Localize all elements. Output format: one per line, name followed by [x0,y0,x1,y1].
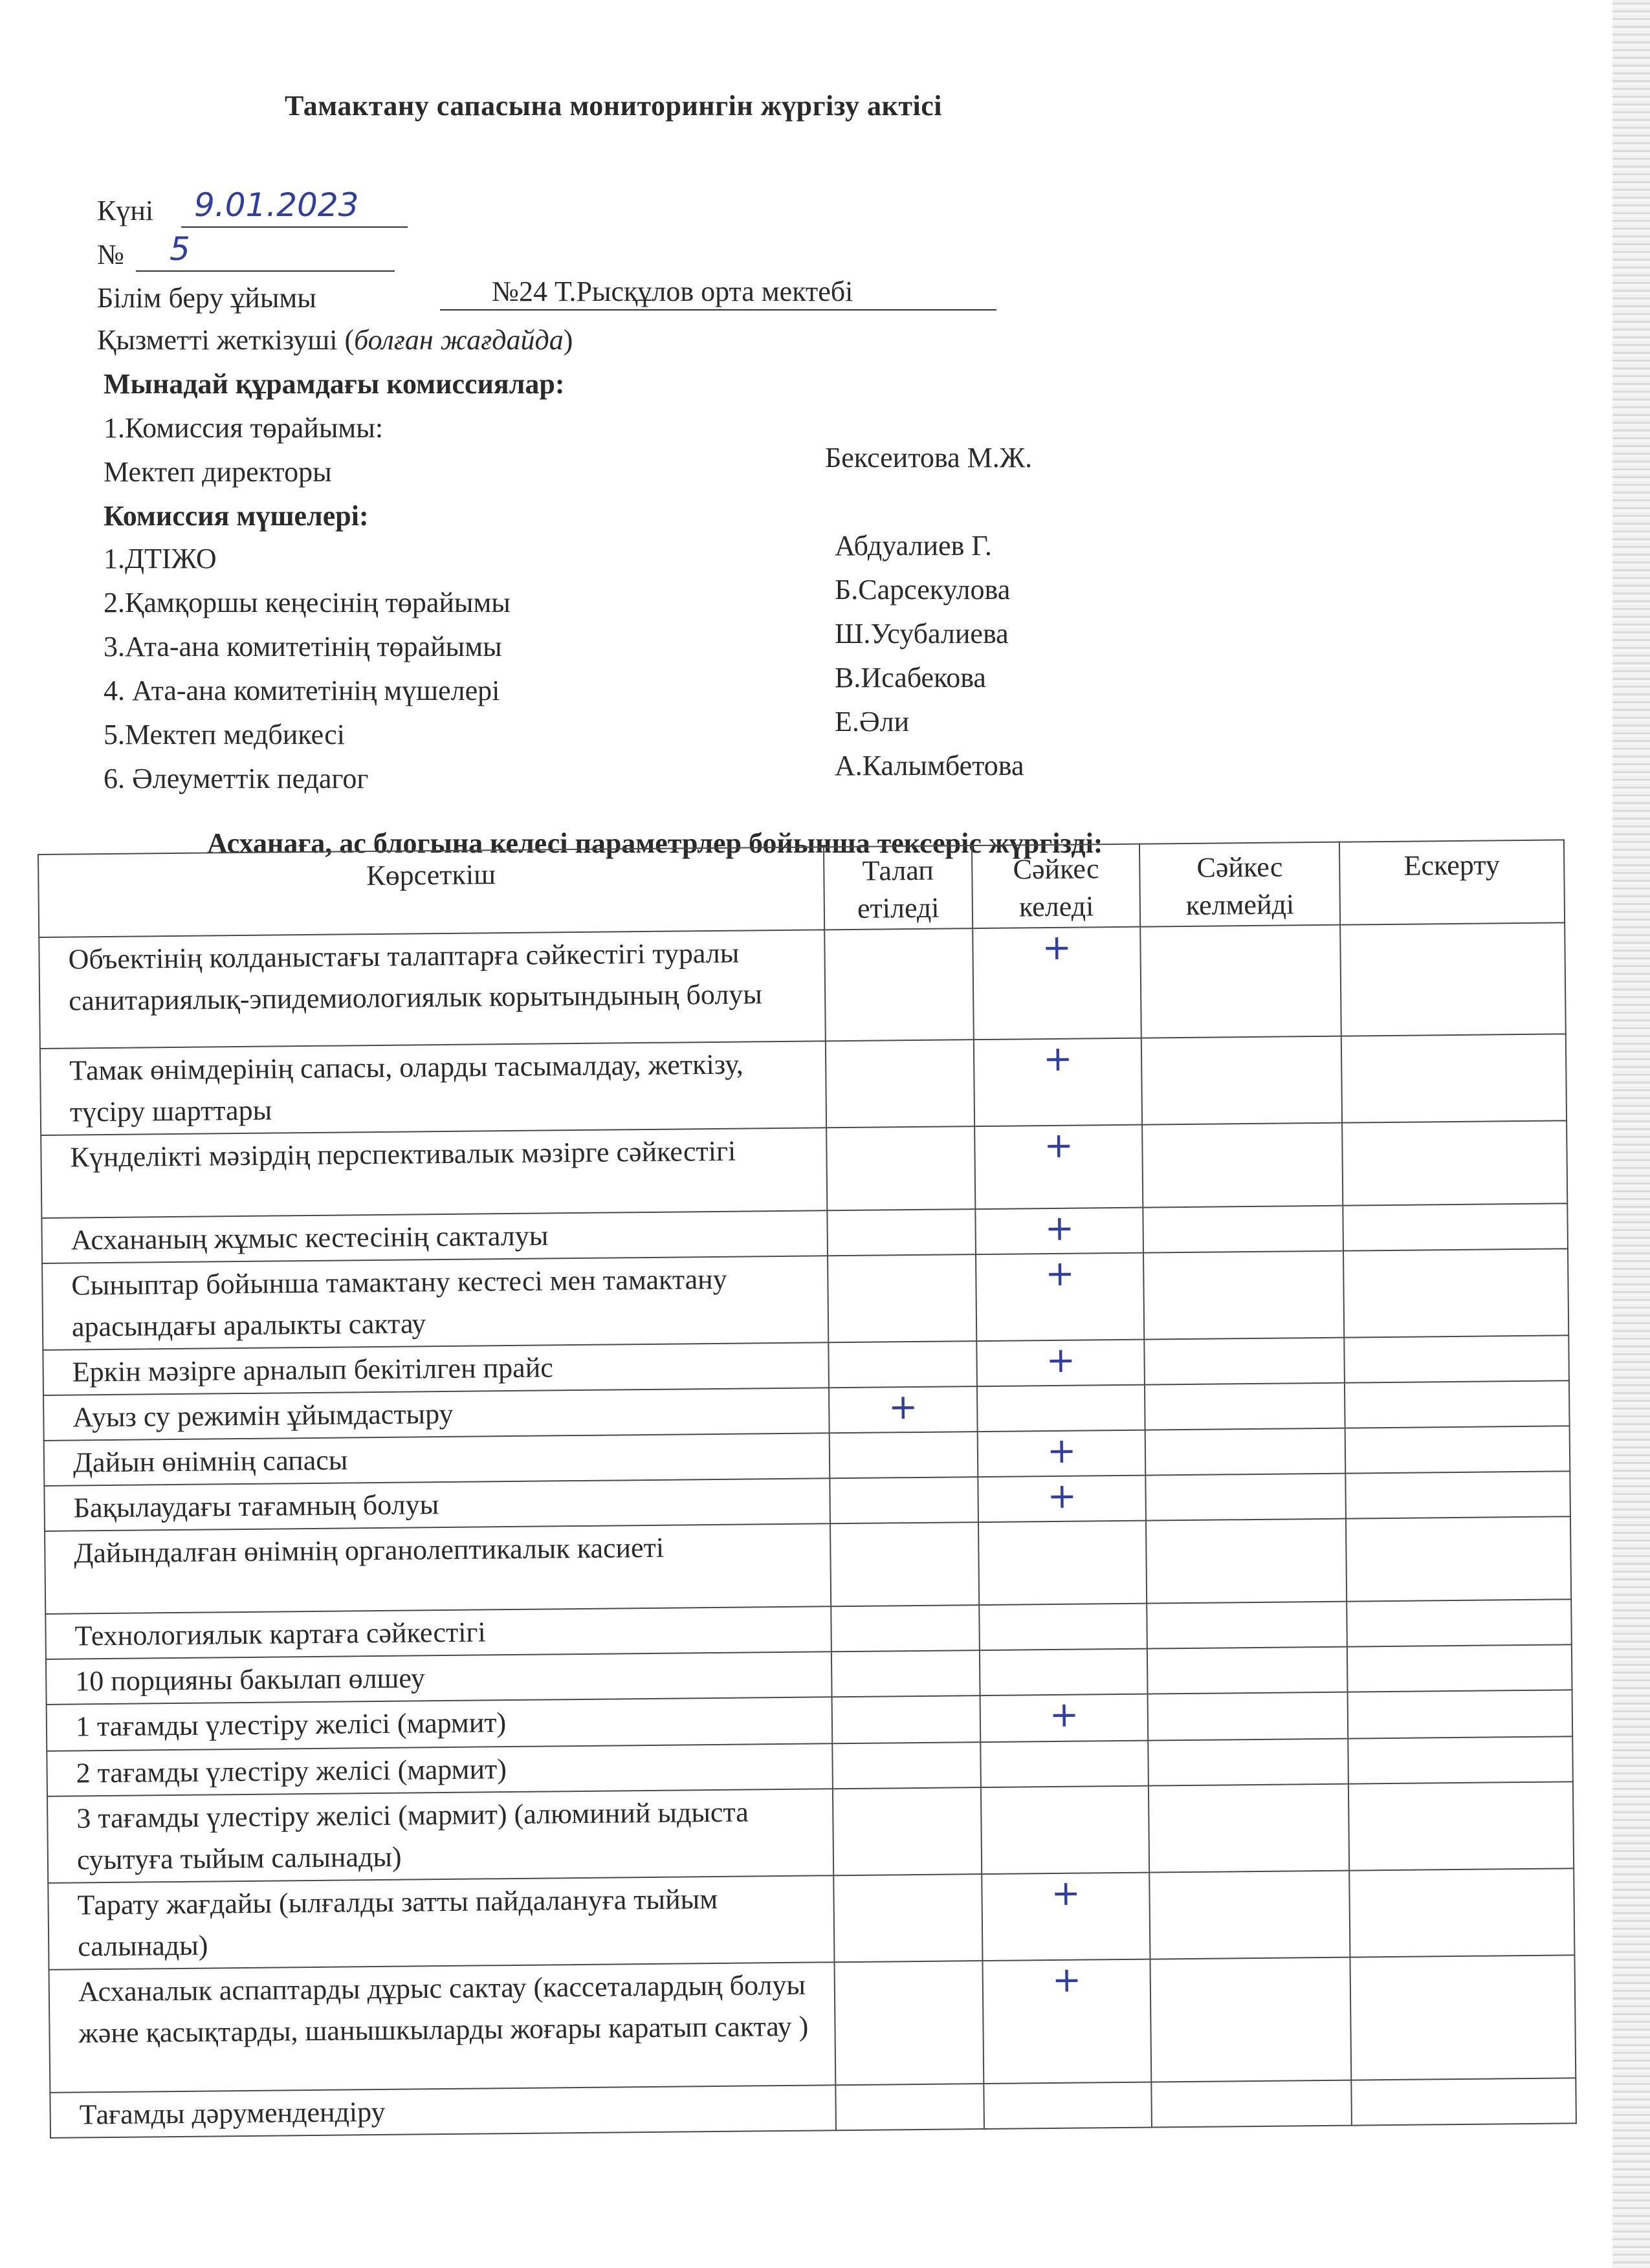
required-cell [826,1126,976,1210]
table-row [45,1516,1571,1614]
chair-role: Мектеп директоры [104,456,332,488]
indicator-text: 3 тағамды үлестіру желісі (мармит) (алюминий ыдыста суытуға тыйым салынады) [76,1796,749,1876]
check-mark [831,930,966,932]
note-cell [1345,1471,1570,1518]
table-row [41,1120,1567,1218]
number-underline [136,270,395,272]
check-mark [839,1789,974,1791]
indicator-text: Дайындалған өнімнің органолептикалык касиеті [74,1531,665,1569]
member-name: Е.Әли [835,706,910,737]
check-mark [1159,2082,1345,2084]
note-cell [1345,1380,1570,1428]
member-name: Ш.Усубалиева [835,618,1009,649]
note-cell [1347,1599,1572,1646]
indicator-cell [41,1128,827,1218]
matches-cell [974,1038,1142,1126]
check-mark: + [1049,1694,1079,1736]
org-value: №24 Т.Рысқұлов орта мектебі [492,276,853,307]
matches-cell [978,1521,1147,1605]
header-matches: Сәйкес келеді [972,844,1140,928]
provider-line [97,323,573,356]
org-underline [440,309,996,311]
check-mark [1154,1604,1340,1606]
indicator-cell [39,930,825,1049]
check-mark [1348,1036,1559,1038]
check-mark [986,1606,1139,1607]
members-heading: Комиссия мүшелері: [104,500,369,532]
table-row [39,922,1566,1049]
check-mark [1152,1340,1337,1342]
check-mark: + [1047,1475,1077,1517]
check-mark [836,1434,971,1435]
header-indicator: Көрсеткіш [38,847,824,937]
check-mark: + [1046,1339,1076,1381]
indicator-cell [46,1652,831,1705]
member-name: В.Исабекова [835,662,986,693]
note-cell [1349,1868,1574,1957]
indicator-text: Асханалык аспаптарды дұрыс сактау (кассеталардың болуы және қасықтарды, шанышкыларды жоғары каратып сактау ) [78,1968,809,2049]
check-mark [1152,1385,1337,1387]
indicator-cell [48,1875,834,1970]
indicator-cell [45,1523,831,1614]
matches-cell [981,1786,1149,1874]
not-matches-cell [1147,1602,1347,1649]
not-matches-cell [1140,925,1341,1038]
check-mark: + [1044,1124,1074,1166]
note-cell [1345,1426,1570,1473]
table-row [48,1868,1574,1970]
indicator-cell [44,1478,830,1531]
provider-close: ) [563,324,573,356]
matches-cell [983,1959,1152,2084]
check-mark [841,1963,976,1964]
check-mark [841,1876,975,1877]
indicator-cell [47,1789,833,1883]
check-mark [991,2084,1145,2086]
check-mark [1355,1738,1565,1740]
check-mark [1352,1473,1563,1475]
check-mark [1150,1253,1336,1255]
matches-cell [980,1741,1149,1787]
required-cell [830,1477,978,1523]
required-cell [828,1341,977,1388]
not-matches-cell [1148,1692,1348,1741]
required-cell [831,1696,980,1743]
note-cell [1348,1782,1574,1870]
check-mark [835,1343,970,1344]
check-mark [834,1211,969,1212]
members-roles [104,537,511,801]
member-role: 4. Ата-ана комитетінің мүшелері [104,675,500,706]
check-mark: + [1051,1872,1081,1914]
check-mark [1156,1741,1341,1743]
note-cell [1347,1644,1572,1692]
not-matches-cell [1142,1123,1343,1208]
check-mark [839,1697,973,1699]
number-value: 5 [170,230,190,268]
check-mark [1358,2080,1568,2082]
check-mark [1158,1959,1343,1961]
not-matches-cell [1141,1036,1342,1125]
check-mark [1155,1694,1341,1696]
check-mark [1354,1601,1564,1603]
check-mark [1150,1208,1336,1210]
check-mark [1149,1125,1335,1127]
required-cell [831,1605,980,1652]
check-mark: + [1051,1959,1082,2001]
not-matches-cell [1149,1871,1350,1959]
check-mark [837,1524,972,1525]
not-matches-cell [1145,1383,1345,1430]
check-mark: + [1045,1252,1075,1294]
matches-cell [977,1385,1145,1432]
table-row [40,1034,1567,1135]
members-names [835,524,1024,788]
note-cell [1348,1736,1573,1783]
indicator-cell [47,1743,832,1796]
table-header-row [38,840,1565,937]
matches-cell [982,1873,1150,1961]
matches-cell [976,1208,1144,1254]
note-cell [1351,2078,1576,2125]
required-cell [832,1787,982,1875]
check-mark [1350,1250,1561,1252]
chair-name: Бексеитова М.Ж. [825,442,1033,474]
indicator-cell [45,1606,831,1659]
required-cell [824,928,974,1041]
member-role: 1.ДТІЖО [104,543,217,574]
table-row [42,1248,1568,1350]
required-cell [834,1961,984,2085]
table-row [49,1955,1576,2093]
check-mark [838,1607,973,1608]
indicator-cell [49,1962,835,2093]
check-mark: + [888,1386,918,1428]
check-mark [1351,1337,1561,1339]
commission-heading: Мынадай құрамдағы комиссиялар: [104,368,565,400]
indicator-cell [50,2085,835,2138]
note-cell [1344,1335,1569,1382]
check-mark [835,1256,969,1258]
check-mark [988,1788,1141,1789]
check-mark [988,1743,1141,1744]
check-mark [1349,1122,1559,1124]
note-cell [1340,922,1566,1036]
matches-cell [979,1604,1147,1650]
indicator-text: Тарату жағдайы (ылғалды затты пайдалануға тыйым салынады) [77,1882,718,1963]
check-mark [1153,1521,1339,1523]
date-value: 9.01.2023 [194,186,359,224]
indicator-text: Бақылаудағы тағамның болуы [73,1488,439,1524]
member-role: 5.Мектеп медбикесі [104,719,345,750]
check-mark [1352,1428,1563,1430]
check-mark: + [1046,1430,1077,1472]
date-underline [181,226,408,228]
section-title: Асханаға, ас блогына келесі параметрлер бойынша тексеріс жүргізді: [207,827,1103,859]
not-matches-cell [1150,1957,1351,2082]
indicator-text: 2 тағамды үлестіру желісі (мармит) [76,1753,507,1789]
check-mark [1156,1786,1341,1788]
check-mark [1347,924,1557,926]
check-mark [1147,927,1333,929]
scan-edge-artifact [1612,0,1650,2268]
check-mark [1352,1382,1562,1384]
required-cell [831,1650,980,1697]
check-mark [1356,1870,1567,1872]
check-mark [1149,1038,1334,1040]
matches-cell [974,1125,1143,1209]
check-mark: + [1042,1038,1073,1080]
check-mark [837,1479,971,1480]
not-matches-cell [1152,2080,1352,2128]
header-required: Талап етіледі [823,845,973,930]
required-cell [829,1386,978,1433]
member-role: 2.Қамқоршы кеңесінің төрайымы [104,587,511,618]
table-row [47,1782,1574,1883]
member-name: А.Калымбетова [835,750,1024,781]
not-matches-cell [1147,1647,1347,1694]
indicator-cell [41,1210,827,1263]
note-cell [1343,1248,1568,1337]
indicator-cell [42,1256,828,1350]
check-mark [1153,1476,1339,1477]
required-cell [825,1040,974,1128]
check-mark [839,1744,974,1745]
indicator-text: Ауыз су режимін ұйымдастыру [72,1397,454,1434]
required-cell [827,1209,976,1256]
check-mark [984,1387,1138,1388]
member-name: Абдуалиев Г. [835,530,992,562]
indicator-text: Асхананың жұмыс кестесінің сакталуы [71,1219,549,1256]
check-mark [838,1652,973,1653]
check-mark [1356,1783,1566,1785]
check-mark [985,1523,1139,1524]
indicator-cell [44,1433,830,1486]
required-cell [835,2084,984,2130]
check-mark [1354,1646,1565,1648]
check-mark [842,2086,977,2087]
check-mark [1350,1205,1560,1207]
indicator-text: Технологиялык картаға сәйкестігі [74,1616,486,1652]
document-title: Тамактану сапасына мониторингін жүргізу актісі [285,90,942,122]
not-matches-cell [1146,1519,1347,1604]
required-cell [828,1254,977,1342]
matches-cell [980,1649,1148,1696]
matches-cell [978,1430,1146,1477]
check-mark [1157,1873,1343,1875]
not-matches-cell [1146,1474,1346,1521]
indicator-text: Күнделікті мәзірдің перспективалык мәзірге сәйкестігі [70,1135,736,1173]
header-not-matches: Сәйкес келмейді [1139,842,1340,927]
note-cell [1343,1203,1568,1250]
indicator-text: Еркін мәзірге арналып бекітілген прайс [72,1351,554,1388]
indicator-text: Тағамды дәрумендендіру [79,2095,386,2131]
indicator-cell [40,1041,826,1135]
not-matches-cell [1149,1739,1348,1786]
check-mark [1152,1430,1338,1432]
matches-cell [978,1476,1147,1522]
note-cell [1342,1120,1567,1205]
chair-label: 1.Комиссия төрайымы: [104,412,384,444]
provider-label: Қызметті жеткізуші ( [97,324,355,356]
check-mark [1353,1518,1563,1520]
check-mark [833,1128,968,1129]
matches-cell [976,1253,1144,1341]
note-cell [1341,1034,1567,1122]
not-matches-cell [1149,1784,1349,1873]
inspection-table [38,839,1577,2139]
check-mark: + [1044,1207,1075,1249]
not-matches-cell [1143,1251,1344,1340]
check-mark [1357,1957,1567,1959]
matches-cell [973,927,1141,1040]
provider-italic: болған жағдайда [354,324,564,356]
header-note: Ескерту [1339,840,1565,924]
required-cell [830,1522,980,1606]
date-label: Күні [97,195,154,226]
indicator-cell [47,1697,832,1751]
indicator-text: Объектінің колданыстағы талаптарға сәйкестігі туралы санитариялық-эпидемиологиялык корытындының болуы [68,937,763,1017]
matches-cell [980,1694,1149,1742]
not-matches-cell [1143,1206,1343,1253]
required-cell [833,1874,983,1962]
check-mark [1154,1649,1340,1651]
not-matches-cell [1145,1428,1345,1476]
check-mark [832,1041,967,1043]
note-cell [1350,1955,1576,2080]
required-cell [832,1742,981,1789]
indicator-text: 1 тағамды үлестіру желісі (мармит) [75,1706,507,1743]
indicator-text: Тамак өнімдерінің сапасы, оларды тасымалдау, жеткізу, түсіру шарттары [69,1048,744,1128]
org-label: Білім беру ұйымы [97,282,316,314]
note-cell [1346,1516,1571,1601]
member-role: 6. Әлеуметтік педагог [104,763,369,794]
note-cell [1347,1690,1572,1738]
matches-cell [984,2082,1152,2129]
not-matches-cell [1145,1338,1345,1385]
member-name: Б.Сарсекулова [835,574,1011,605]
indicator-text: 10 порцияны бакылап өлшеу [75,1662,426,1697]
indicator-text: Дайын өнімнің сапасы [72,1444,348,1479]
check-mark [1354,1692,1565,1694]
indicator-text: Сыныптар бойынша тамактану кестесі мен тамактану арасындағы аралыкты сактау [71,1263,727,1343]
indicator-cell [43,1388,829,1441]
number-label: № [97,239,124,270]
indicator-cell [43,1342,828,1395]
required-cell [829,1432,978,1478]
check-mark [987,1651,1140,1652]
matches-cell [977,1340,1145,1386]
check-mark: + [1042,926,1072,968]
member-role: 3.Ата-ана комитетінің төрайымы [104,631,502,662]
